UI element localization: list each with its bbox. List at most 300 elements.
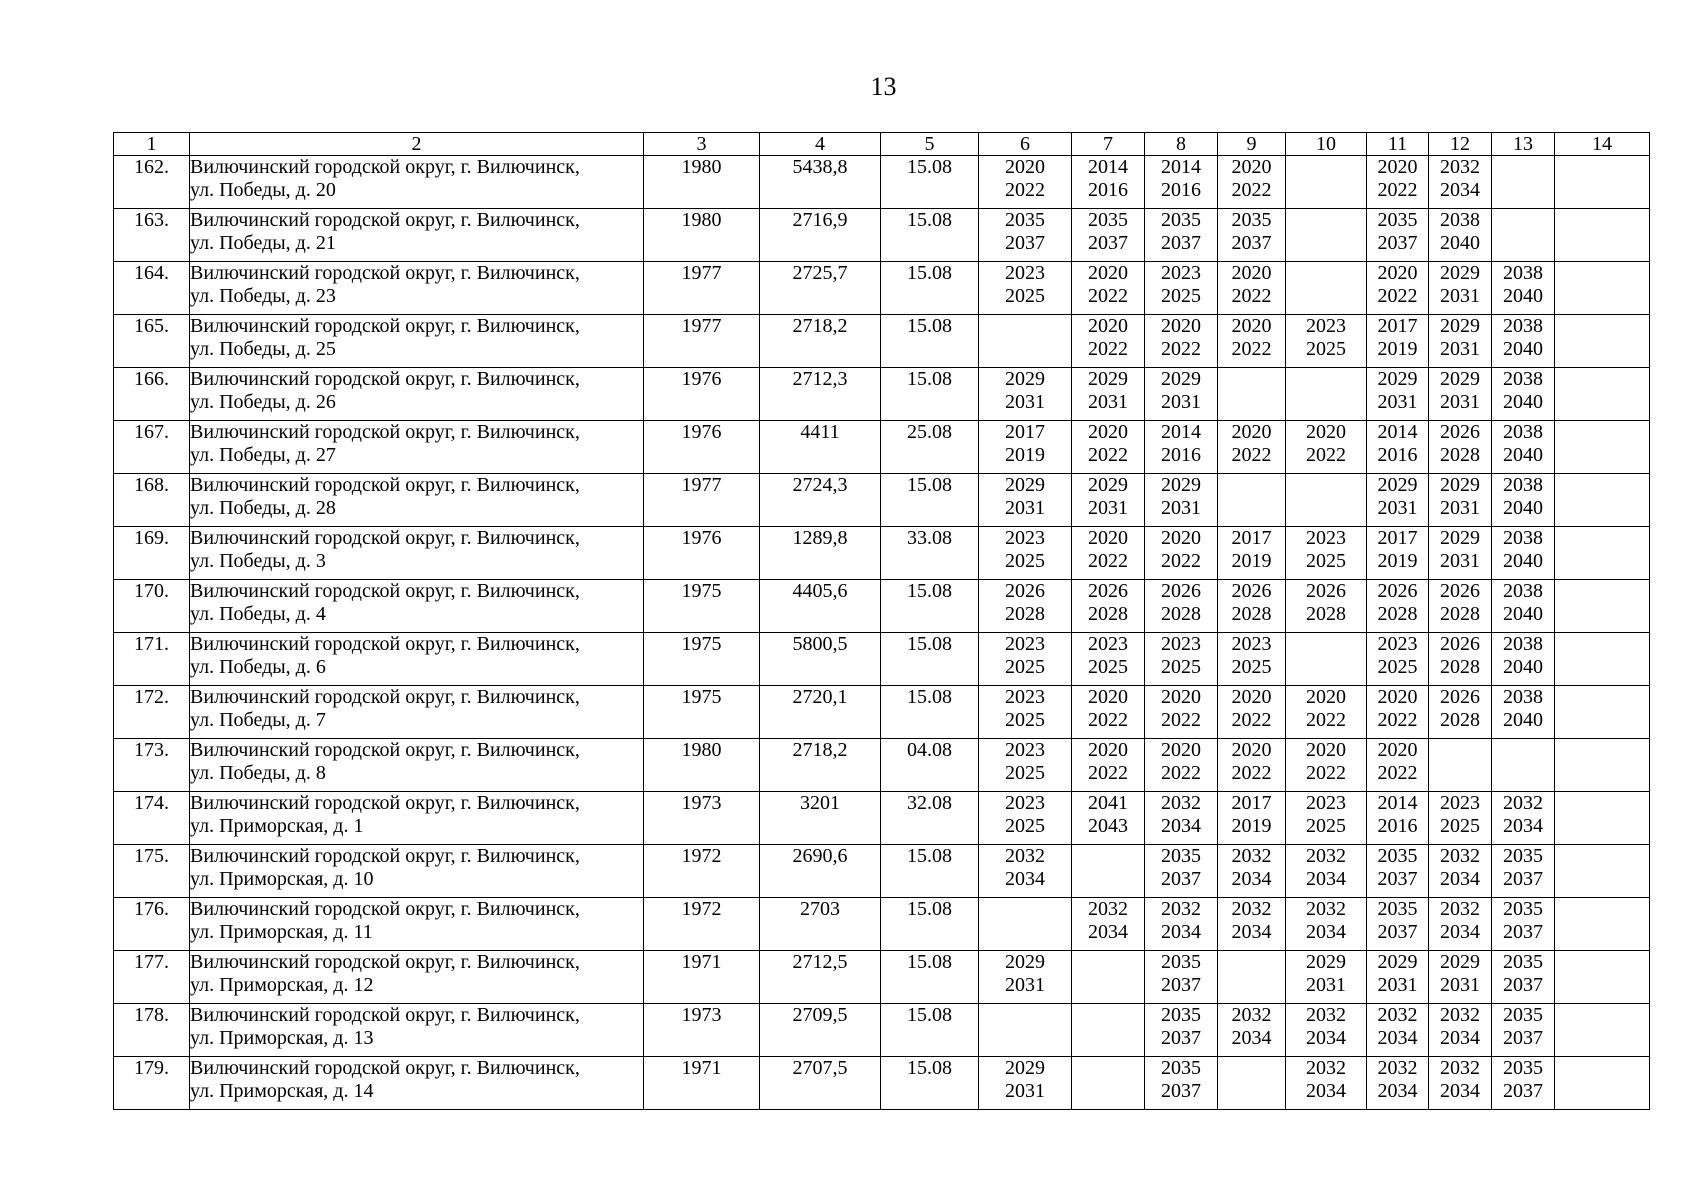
year-end: 2037 [1161,974,1201,996]
year-start: 2029 [1005,1057,1045,1079]
year-range-cell [1145,527,1218,580]
column-header: 2 [190,133,644,156]
year-start [1555,1057,1649,1080]
address-line: Вилючинский городской округ, г. Вилючинск, [190,315,580,337]
year-start: 2026 [1231,580,1272,602]
value-cell: 15.08 [881,209,979,262]
year-range-cell [1072,792,1145,845]
year-range-cell [1367,898,1429,951]
year-end [1286,656,1366,679]
address-line: Вилючинский городской округ, г. Вилючинск, [190,527,580,549]
year-start [979,1004,1071,1027]
year-end: 2025 [1306,338,1346,360]
value-cell: 15.08 [881,368,979,421]
year-cell: 1973 [644,1004,760,1057]
year-end [979,338,1071,361]
year-end: 2034 [1306,921,1346,943]
year-start: 2035 [1377,845,1418,867]
area-cell: 2712,3 [760,368,881,421]
row-number: 174. [114,792,190,845]
year-start [1555,209,1649,232]
address-cell [190,527,644,580]
year-range-cell [1492,474,1555,527]
year-start: 2017 [1231,527,1272,549]
year-end: 2040 [1503,497,1543,519]
year-end: 2022 [1088,762,1128,784]
year-range-cell [1286,580,1367,633]
year-end: 2028 [1440,709,1480,731]
year-range-cell [1145,315,1218,368]
year-end: 2025 [1306,815,1346,837]
year-range-cell [1429,262,1492,315]
address-cell [190,368,644,421]
year-start: 2032 [1503,792,1543,814]
year-cell: 1971 [644,1057,760,1110]
year-end [1555,974,1649,997]
year-start: 2020 [1161,527,1201,549]
address-line: ул. Победы, д. 25 [190,338,336,360]
row-number: 177. [114,951,190,1004]
address-line: ул. Победы, д. 7 [190,709,326,731]
year-end: 2025 [1231,656,1272,678]
year-range-cell [1492,209,1555,262]
year-end: 2040 [1503,391,1543,413]
year-range-cell [1286,209,1367,262]
address-line: ул. Победы, д. 8 [190,762,326,784]
year-range-cell [1367,739,1429,792]
year-start: 2032 [1377,1004,1418,1026]
year-range-cell [1072,1057,1145,1110]
table-row [114,527,1650,580]
year-end [1555,709,1649,732]
year-range-cell [1555,527,1650,580]
year-range-cell [1286,1057,1367,1110]
year-end [1492,762,1554,785]
year-start: 2032 [1440,1004,1480,1026]
year-range-cell [1286,951,1367,1004]
year-start: 2014 [1088,156,1128,178]
year-end: 2028 [1440,656,1480,678]
year-start: 2020 [1231,262,1272,284]
year-end: 2025 [1005,656,1045,678]
year-range-cell [1555,633,1650,686]
year-start: 2014 [1161,156,1201,178]
year-range-cell [1429,368,1492,421]
year-start [1492,209,1554,232]
year-start [1286,209,1366,232]
year-end: 2025 [1005,285,1045,307]
year-range-cell [1555,580,1650,633]
year-end: 2034 [1440,179,1480,201]
year-start [1555,951,1649,974]
year-start: 2032 [1306,898,1346,920]
year-range-cell [1072,156,1145,209]
year-range-cell [1367,686,1429,739]
year-start: 2035 [1005,209,1045,231]
year-start [1072,1004,1144,1027]
year-end: 2034 [1306,1027,1346,1049]
year-end [1555,868,1649,891]
year-start: 2032 [1306,1057,1346,1079]
year-end: 2022 [1088,338,1128,360]
year-start: 2029 [1377,474,1418,496]
year-end: 2034 [1161,815,1201,837]
year-range-cell [1218,686,1286,739]
year-end [979,1027,1071,1050]
year-start: 2023 [1005,739,1045,761]
year-start: 2026 [1005,580,1045,602]
year-range-cell [1555,1004,1650,1057]
year-end: 2022 [1231,709,1272,731]
year-end: 2028 [1306,603,1346,625]
year-start: 2029 [1440,527,1480,549]
year-range-cell [1286,845,1367,898]
year-start: 2032 [1161,898,1201,920]
registry-table [113,132,1650,1110]
year-end [1072,1080,1144,1103]
year-range-cell [1072,845,1145,898]
year-range-cell [1072,262,1145,315]
year-cell: 1975 [644,580,760,633]
address-line: ул. Приморская, д. 14 [190,1080,374,1102]
year-start: 2014 [1161,421,1201,443]
year-start [1555,262,1649,285]
year-end: 2025 [1005,762,1045,784]
value-cell: 25.08 [881,421,979,474]
year-start [1072,845,1144,868]
year-range-cell [1555,951,1650,1004]
header-row [114,133,1650,156]
year-start: 2020 [1088,262,1128,284]
page-number: 13 [870,72,897,101]
year-start: 2032 [1377,1057,1418,1079]
year-end: 2031 [1005,974,1045,996]
year-start: 2026 [1161,580,1201,602]
year-end: 2037 [1503,1027,1543,1049]
year-end: 2031 [1088,391,1128,413]
row-number: 171. [114,633,190,686]
year-range-cell [1555,315,1650,368]
year-range-cell [1218,262,1286,315]
year-start: 2026 [1377,580,1418,602]
address-line: Вилючинский городской округ, г. Вилючинск, [190,633,580,655]
year-end [1555,550,1649,573]
value-cell: 15.08 [881,845,979,898]
row-number: 170. [114,580,190,633]
year-range-cell [1145,792,1218,845]
table-row [114,156,1650,209]
year-range-cell [1286,315,1367,368]
year-start: 2032 [1440,156,1480,178]
year-range-cell [1492,686,1555,739]
table-row [114,209,1650,262]
address-cell [190,474,644,527]
column-header: 4 [760,133,881,156]
area-cell: 3201 [760,792,881,845]
year-end: 2040 [1503,709,1543,731]
year-end: 2031 [1440,338,1480,360]
year-end [1555,1027,1649,1050]
year-start: 2032 [1231,1004,1272,1026]
column-header: 14 [1555,133,1650,156]
year-end: 2037 [1503,868,1543,890]
year-range-cell [1367,1057,1429,1110]
year-start: 2035 [1161,951,1201,973]
year-start: 2023 [1306,792,1346,814]
year-cell: 1975 [644,686,760,739]
column-header: 7 [1072,133,1145,156]
row-number: 176. [114,898,190,951]
address-line: ул. Приморская, д. 1 [190,815,364,837]
year-start: 2020 [1161,686,1201,708]
year-end [1492,232,1554,255]
address-cell [190,792,644,845]
year-start [1555,898,1649,921]
year-end: 2037 [1161,1027,1201,1049]
year-start: 2017 [1231,792,1272,814]
year-start [979,315,1071,338]
value-cell: 15.08 [881,580,979,633]
year-end: 2019 [1231,550,1272,572]
year-end: 2022 [1088,709,1128,731]
year-end [1555,921,1649,944]
year-end: 2016 [1377,815,1418,837]
row-number: 168. [114,474,190,527]
year-start: 2035 [1161,845,1201,867]
year-end: 2037 [1161,1080,1201,1102]
value-cell: 15.08 [881,686,979,739]
year-end: 2040 [1503,285,1543,307]
year-range-cell [1218,527,1286,580]
table-body [114,156,1650,1110]
year-range-cell [1367,633,1429,686]
year-end: 2031 [1377,391,1418,413]
year-start [1072,1057,1144,1080]
year-end: 2025 [1377,656,1418,678]
year-range-cell [1072,580,1145,633]
year-range-cell [1145,739,1218,792]
value-cell: 15.08 [881,1057,979,1110]
year-end: 2040 [1503,656,1543,678]
year-range-cell [1367,262,1429,315]
column-header: 13 [1492,133,1555,156]
year-range-cell [1218,580,1286,633]
address-cell [190,845,644,898]
year-start: 2029 [1377,368,1418,390]
year-range-cell [1286,739,1367,792]
year-cell: 1973 [644,792,760,845]
table-row [114,845,1650,898]
year-range-cell [1218,368,1286,421]
year-range-cell [1286,368,1367,421]
area-cell: 2720,1 [760,686,881,739]
year-end [1218,1080,1285,1103]
address-line: Вилючинский городской округ, г. Вилючинск, [190,156,580,178]
year-range-cell [1492,792,1555,845]
year-end: 2031 [1440,497,1480,519]
year-start: 2035 [1377,898,1418,920]
year-start: 2029 [1377,951,1418,973]
year-range-cell [1145,845,1218,898]
year-range-cell [1429,156,1492,209]
year-start: 2029 [1088,368,1128,390]
year-end: 2028 [1005,603,1045,625]
year-start [1555,739,1649,762]
year-start: 2020 [1231,686,1272,708]
year-start: 2020 [1377,739,1418,761]
year-range-cell [1555,792,1650,845]
year-end: 2034 [1440,1080,1480,1102]
year-start: 2020 [1377,262,1418,284]
year-end: 2037 [1503,921,1543,943]
year-end: 2022 [1231,762,1272,784]
year-start: 2032 [1440,898,1480,920]
year-start: 2032 [1231,845,1272,867]
year-range-cell [1555,156,1650,209]
year-end [1492,179,1554,202]
year-range-cell [979,209,1072,262]
year-range-cell [1429,792,1492,845]
year-range-cell [1286,792,1367,845]
value-cell: 15.08 [881,951,979,1004]
year-start [1286,633,1366,656]
year-start: 2029 [1440,262,1480,284]
year-start: 2020 [1231,421,1272,443]
table-row [114,739,1650,792]
year-range-cell [979,845,1072,898]
year-end: 2031 [1440,285,1480,307]
area-cell: 2725,7 [760,262,881,315]
year-range-cell [1492,739,1555,792]
year-end: 2034 [1503,815,1543,837]
year-cell: 1976 [644,527,760,580]
year-range-cell [979,951,1072,1004]
year-range-cell [1072,898,1145,951]
year-range-cell [1492,262,1555,315]
year-start: 2041 [1088,792,1128,814]
address-cell [190,421,644,474]
year-start: 2038 [1503,421,1543,443]
year-range-cell [1492,368,1555,421]
year-range-cell [1492,845,1555,898]
address-cell [190,315,644,368]
year-range-cell [1492,421,1555,474]
year-end [1555,338,1649,361]
year-start: 2023 [1161,633,1201,655]
year-range-cell [1367,421,1429,474]
table-row [114,262,1650,315]
year-range-cell [1218,792,1286,845]
year-range-cell [1429,686,1492,739]
year-end [1286,232,1366,255]
row-number: 175. [114,845,190,898]
area-cell: 4405,6 [760,580,881,633]
year-range-cell [1429,845,1492,898]
year-range-cell [1555,845,1650,898]
year-end [1072,1027,1144,1050]
year-end: 2028 [1377,603,1418,625]
year-end [1555,444,1649,467]
year-range-cell [1072,209,1145,262]
year-range-cell [1286,686,1367,739]
year-start: 2017 [1377,315,1418,337]
year-end: 2034 [1440,921,1480,943]
area-cell: 2718,2 [760,315,881,368]
year-range-cell [1555,474,1650,527]
year-end: 2022 [1161,709,1201,731]
year-range-cell [1218,474,1286,527]
year-end: 2037 [1503,1080,1543,1102]
address-line: Вилючинский городской округ, г. Вилючинск, [190,209,580,231]
year-start [1286,156,1366,179]
year-range-cell [1286,1004,1367,1057]
year-end: 2022 [1161,338,1201,360]
year-start: 2023 [1377,633,1418,655]
year-start [1492,739,1554,762]
address-cell [190,633,644,686]
year-end: 2025 [1161,656,1201,678]
value-cell: 04.08 [881,739,979,792]
year-end: 2031 [1161,391,1201,413]
year-end: 2019 [1231,815,1272,837]
year-start: 2020 [1231,156,1272,178]
year-start [1555,1004,1649,1027]
year-range-cell [1218,845,1286,898]
table-row [114,315,1650,368]
year-range-cell [1555,368,1650,421]
year-range-cell [979,474,1072,527]
year-start: 2023 [1306,315,1346,337]
year-start [1555,686,1649,709]
year-start: 2038 [1503,527,1543,549]
year-range-cell [1145,262,1218,315]
year-start: 2014 [1377,792,1418,814]
column-header: 6 [979,133,1072,156]
year-range-cell [979,792,1072,845]
year-range-cell [1218,898,1286,951]
year-start: 2038 [1503,368,1543,390]
value-cell: 15.08 [881,315,979,368]
year-end: 2022 [1377,285,1418,307]
address-line: Вилючинский городской округ, г. Вилючинск, [190,474,580,496]
year-range-cell [1429,580,1492,633]
address-line: ул. Победы, д. 27 [190,444,336,466]
year-range-cell [979,368,1072,421]
year-range-cell [1072,527,1145,580]
year-range-cell [1072,633,1145,686]
year-range-cell [1145,474,1218,527]
year-range-cell [1286,633,1367,686]
year-start: 2035 [1503,1057,1543,1079]
table-row [114,421,1650,474]
year-range-cell [1367,1004,1429,1057]
year-end: 2025 [1088,656,1128,678]
year-end [1218,391,1285,414]
year-range-cell [1286,421,1367,474]
year-start [1218,951,1285,974]
year-end: 2022 [1231,338,1272,360]
year-end: 2022 [1306,444,1346,466]
column-header: 9 [1218,133,1286,156]
year-end: 2025 [1161,285,1201,307]
year-range-cell [1145,686,1218,739]
address-line: ул. Победы, д. 28 [190,497,336,519]
year-end: 2043 [1088,815,1128,837]
row-number: 167. [114,421,190,474]
year-end: 2031 [1005,1080,1045,1102]
year-end: 2031 [1440,550,1480,572]
year-range-cell [979,686,1072,739]
